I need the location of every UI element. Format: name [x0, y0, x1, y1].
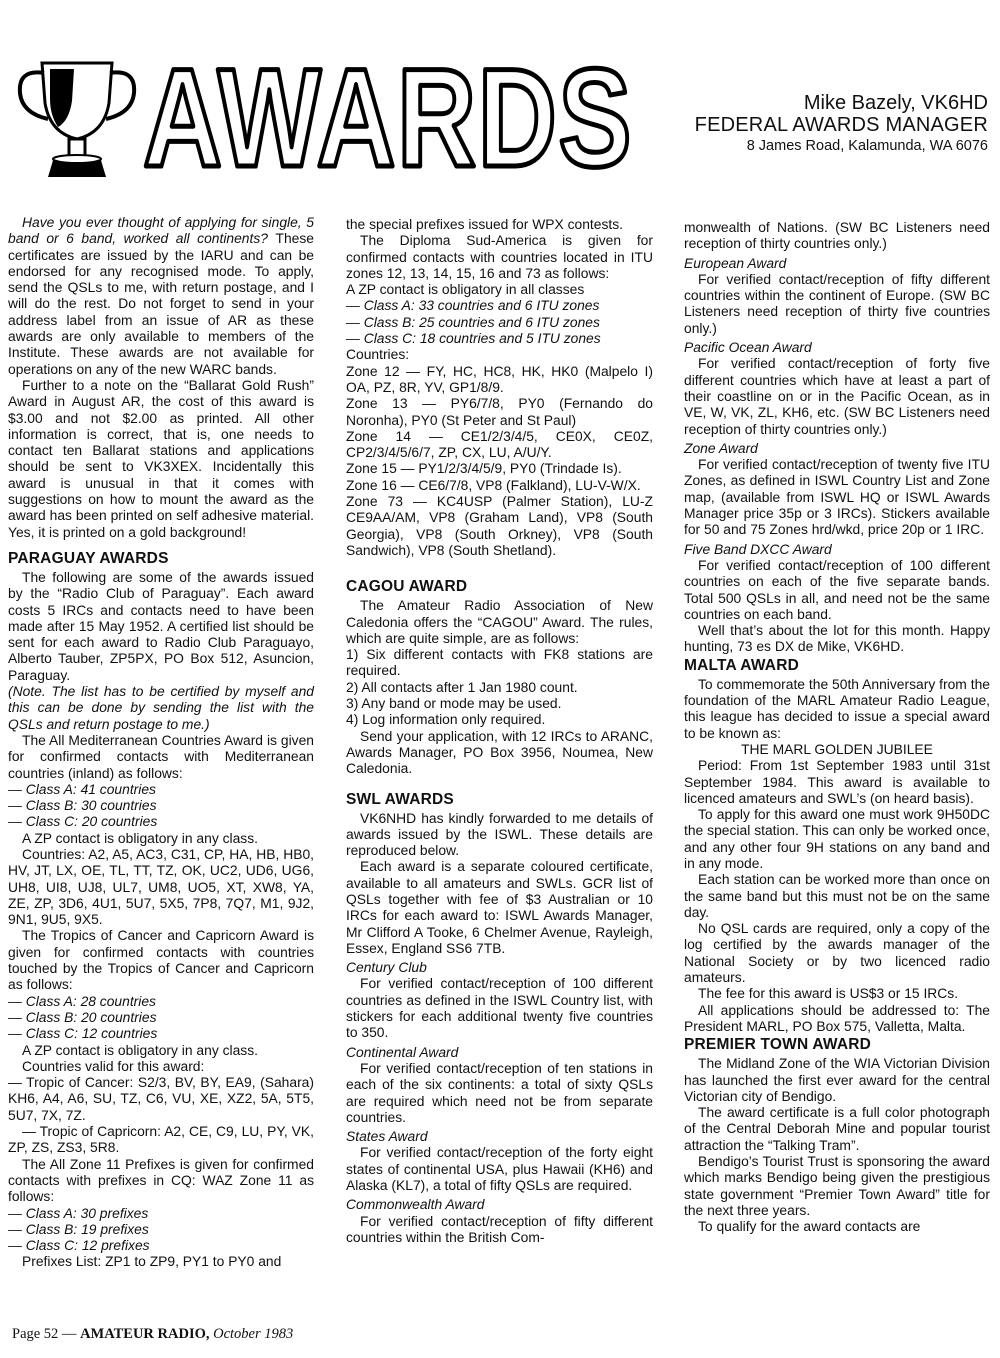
states-paragraph: For verified contact/reception of the forty eight states of continental USA, plus Hawaii (KH6) and Alaska (KL7), a total of fifty QSLs are required.: [346, 1144, 653, 1194]
column-2: [346, 216, 653, 1245]
class-item: — Class A: 33 countries and 6 ITU zones: [346, 297, 600, 314]
author-block: [695, 92, 988, 156]
zone-13: Zone 13 — PY6/7/8, PY0 (Fernando do Noronha), PY0 (St Peter and St Paul): [346, 395, 653, 428]
prefixes-list: Prefixes List: ZP1 to ZP9, PY1 to PY0 and: [22, 1253, 282, 1270]
banner-title: AWARDS: [143, 39, 633, 196]
cagou-rule: 2) All contacts after 1 Jan 1980 count.: [346, 678, 578, 695]
countries-valid: Countries valid for this award:: [22, 1057, 205, 1074]
continental-paragraph: For verified contact/reception of ten stations in each of the six continents: a total of sixty QSLs are required which need not be from separate countries.: [346, 1059, 653, 1125]
premier-certificate: The award certificate is a full color photograph of the Central Deborah Mine and popular tourist attraction the “Talking Tram”.: [684, 1104, 990, 1153]
premier-qualify: To qualify for the award contacts are: [698, 1218, 921, 1235]
heading-states-award: States Award: [346, 1128, 428, 1145]
swl-details: Each award is a separate coloured certificate, available to all amateurs and SWLs. GCR list of QSLs together with fee of $3 Australian or 10 IRCs for each award to: ISWL Awards Manager, Mr Clifford A Tooke, 6 Chelmer Avenue, Rayleigh, Essex, England SS6 7TB.: [346, 858, 653, 956]
pacific-paragraph: For verified contact/reception of forty five different countries which have at least a part of their coastline on or in the Pacific Ocean, as in VE, W, VK, ZL, KH6, etc. (SW BC Listeners need reception of thirty countries only.): [684, 355, 990, 437]
zone-15: Zone 15 — PY1/2/3/4/5/9, PY0 (Trindade Is).: [346, 460, 622, 477]
sud-america-paragraph: The Diploma Sud-America is given for confirmed contacts with countries located in ITU zones 12, 13, 14, 15, 16 and 73 as follows:: [346, 232, 653, 281]
malta-address: All applications should be addressed to: The President MARL, PO Box 575, Valletta, Malta.: [684, 1001, 990, 1034]
heading-five-band-dxcc: Five Band DXCC Award: [684, 540, 832, 557]
class-item: — Class A: 30 prefixes: [8, 1204, 149, 1221]
class-item: — Class C: 18 countries and 5 ITU zones: [346, 330, 601, 347]
premier-intro: The Midland Zone of the WIA Victorian Division has launched the first ever award for the central Victorian city of Bendigo.: [684, 1055, 990, 1104]
malta-apply: To apply for this award one must work 9H50DC the special station. This can only be worked once, and any other four 9H stations on any band and in any mode.: [684, 806, 990, 871]
page-header: [0, 0, 1000, 205]
countries-list: Countries: A2, A5, AC3, C31, CP, HA, HB, HB0, HV, JT, LX, OE, TL, TT, TZ, OK, UC2, UD6, UG6, UH8, UI8, UJ8, UL7, UM8, UO5, XT, XW8, YA, ZE, ZP, 3D6, 4U1, 5U7, 5X5, 7P8, 7Q7, M1, 9J2, 9N1, 9U5, 9X5.: [8, 845, 314, 928]
heading-zone-award: Zone Award: [684, 439, 758, 456]
signoff-paragraph: Well that’s about the lot for this month. Happy hunting, 73 es DX de Mike, VK6HD.: [684, 622, 990, 655]
cagou-rule: 4) Log information only required.: [346, 711, 546, 728]
heading-premier-town-award: PREMIER TOWN AWARD: [684, 1036, 872, 1054]
heading-century-club: Century Club: [346, 959, 427, 976]
heading-swl-awards: SWL AWARDS: [346, 790, 454, 808]
class-item: — Class C: 12 countries: [8, 1025, 158, 1042]
european-paragraph: For verified contact/reception of fifty different countries within the continent of Europe. (SW BC Listeners need reception of thirty five countries only.): [684, 270, 990, 336]
note-paragraph: (Note. The list has to be certified by myself and this can be done by sending the list with the QSLs and return postage to me.): [8, 683, 314, 732]
cagou-paragraph: The Amateur Radio Association of New Caledonia offers the “CAGOU” Award. The rules, which are quite simple, are as follows:: [346, 597, 653, 646]
author-name: Mike Bazely, VK6HD: [803, 92, 988, 114]
malta-paragraph: To commemorate the 50th Anniversary from the foundation of the MARL Amateur Radio League, this league has decided to issue a special award to be known as:: [684, 675, 990, 741]
class-item: — Class C: 12 prefixes: [8, 1237, 150, 1254]
malta-award-name: THE MARL GOLDEN JUBILEE: [741, 740, 933, 757]
author-title: FEDERAL AWARDS MANAGER: [694, 114, 988, 136]
heading-continental-award: Continental Award: [346, 1043, 459, 1060]
century-paragraph: For verified contact/reception of 100 different countries as defined in the ISWL Country list, with stickers for each additional twenty five countries to 350.: [346, 975, 653, 1041]
zp-note: A ZP contact is obligatory in any class.: [22, 829, 258, 846]
class-item: — Class C: 20 countries: [8, 813, 158, 830]
five-band-paragraph: For verified contact/reception of 100 different countries on each of the five separate bands. Total 500 QSLs in all, and need not be the same countries on each band.: [684, 556, 990, 622]
author-address: 8 James Road, Kalamunda, WA 6076: [746, 138, 988, 154]
heading-commonwealth-award: Commonwealth Award: [346, 1196, 485, 1213]
tropic-capricorn-list: — Tropic of Capricorn: A2, CE, C9, LU, PY, VK, ZP, ZS, ZS3, 5R8.: [8, 1123, 314, 1156]
awards-banner: [138, 38, 638, 196]
zone-12: Zone 12 — FY, HC, HC8, HK, HK0 (Malpelo I) OA, PZ, 8R, YV, GP1/8/9.: [346, 362, 653, 395]
class-item: — Class B: 19 prefixes: [8, 1220, 149, 1237]
heading-european-award: European Award: [684, 254, 787, 271]
trophy-icon: [14, 55, 139, 185]
countries-label: Countries:: [346, 346, 410, 363]
class-item: — Class A: 28 countries: [8, 992, 156, 1009]
commonwealth-paragraph: For verified contact/reception of fifty different countries within the British Com-: [346, 1212, 653, 1245]
page-footer: [12, 1326, 293, 1343]
ballarat-paragraph: Further to a note on the “Ballarat Gold Rush” Award in August AR, the cost of this award is $3.00 and not $2.00 as printed. All other information is correct, that is, one needs to contact ten Ballarat stations and applications should be sent to VK3XEX. Incidentally this award is unusual in that it comes with suggestions on how to mount the award as the award has been printed on self adhesive material. Yes, it is printed on a gold background!: [8, 376, 314, 540]
mediterranean-paragraph: The All Mediterranean Countries Award is given for confirmed contacts with Mediterranean countries (inland) as follows:: [8, 731, 314, 781]
column-3: [684, 219, 990, 1235]
intro-paragraph: Have you ever thought of applying for single, 5 band or 6 band, worked all continents? These certificates are issued by the IARU and can be endorsed for any recognised mode. To apply, send the QSLs to me, with return postage, and I will do the rest. Do not forget to send in your address label from an issue of AR as these awards are only available to members of the Institute. These awards are not available for operations on any of the new WARC bands.: [8, 214, 314, 377]
issue-date: October 1983: [213, 1326, 294, 1342]
magazine-name: AMATEUR RADIO,: [80, 1326, 210, 1342]
heading-paraguay-awards: PARAGUAY AWARDS: [8, 549, 169, 567]
malta-qsl: No QSL cards are required, only a copy of the log certified by the awards manager of the National Society or by two licenced radio amateurs.: [684, 920, 990, 986]
class-item: — Class A: 41 countries: [8, 780, 156, 797]
cagou-rule: 1) Six different contacts with FK8 stations are required.: [346, 646, 653, 679]
tropics-paragraph: The Tropics of Cancer and Capricorn Award is given for confirmed contacts with countries touched by the Tropics of Cancer and Capricorn as follows:: [8, 927, 314, 993]
heading-pacific-award: Pacific Ocean Award: [684, 339, 812, 356]
commonwealth-continued: monwealth of Nations. (SW BC Listeners need reception of thirty countries only.): [684, 219, 990, 252]
zone-14: Zone 14 — CE1/2/3/4/5, CE0X, CE0Z, CP2/3/4/5/6/7, ZP, CX, LU, A/U/Y.: [346, 427, 653, 461]
zp-note: A ZP contact is obligatory in all classes: [346, 281, 585, 298]
class-item: — Class B: 30 countries: [8, 797, 157, 814]
class-item: — Class B: 20 countries: [8, 1008, 157, 1025]
heading-malta-award: MALTA AWARD: [684, 656, 799, 674]
column-1: [8, 214, 314, 1270]
swl-intro: VK6NHD has kindly forwarded to me details of awards issued by the ISWL. These details are reproduced below.: [346, 809, 653, 859]
wpx-line: the special prefixes issued for WPX contests.: [346, 216, 623, 232]
premier-sponsor: Bendigo’s Tourist Trust is sponsoring the award which marks Bendigo being given the prestigious state government “Premier Town Award” title for the next three years.: [684, 1153, 990, 1218]
class-item: — Class B: 25 countries and 6 ITU zones: [346, 313, 600, 330]
zp-note: A ZP contact is obligatory in any class.: [22, 1041, 258, 1058]
heading-cagou-award: CAGOU AWARD: [346, 578, 468, 596]
paraguay-paragraph: The following are some of the awards issued by the “Radio Club of Paraguay”. Each award costs 5 IRCs and contacts need to have been made after 15 May 1952. A certified list should be sent for each award to Radio Club Paraguayo, Alberto Tauber, ZP5PX, PO Box 512, Asuncion, Paraguay.: [8, 568, 314, 683]
cagou-rule: 3) Any band or mode may be used.: [346, 695, 562, 712]
malta-stations: Each station can be worked more than once on the same band but this must not be on the same day.: [684, 871, 990, 920]
tropic-cancer-list: — Tropic of Cancer: S2/3, BV, BY, EA9, (Sahara) KH6, A4, A6, SU, TZ, C6, VU, XE, XZ2, 5A, 5T5, 5U7, 7X, 7Z.: [8, 1074, 314, 1123]
page-number: Page 52 —: [12, 1326, 77, 1342]
malta-period: Period: From 1st September 1983 until 31st September 1984. This award is available to licenced amateurs and SWL’s (on heard basis).: [684, 757, 990, 806]
malta-fee: The fee for this award is US$3 or 15 IRCs.: [698, 985, 959, 1002]
zone-16: Zone 16 — CE6/7/8, VP8 (Falkland), LU-V-W/X.: [346, 476, 641, 493]
cagou-application: Send your application, with 12 IRCs to ARANC, Awards Manager, PO Box 3956, Noumea, New Caledonia.: [346, 727, 653, 777]
zone-73: Zone 73 — KC4USP (Palmer Station), LU-Z CE9AA/AM, VP8 (Graham Land), VP8 (South Georgia), VP8 (South Orkney), VP8 (South Sandwich), VP8 (South Shetland).: [346, 493, 653, 558]
zone-paragraph: For verified contact/reception of twenty five ITU Zones, as defined in ISWL Country List and Zone map, (available from ISWL HQ or ISWL Awards Manager price 35p or 3 IRCs). Stickers available for 50 and 75 Zones hrd/wkd, price 20p or 1 IRC.: [684, 456, 990, 538]
zone11-paragraph: The All Zone 11 Prefixes is given for confirmed contacts with prefixes in CQ: WAZ Zone 11 as follows:: [8, 1155, 314, 1205]
